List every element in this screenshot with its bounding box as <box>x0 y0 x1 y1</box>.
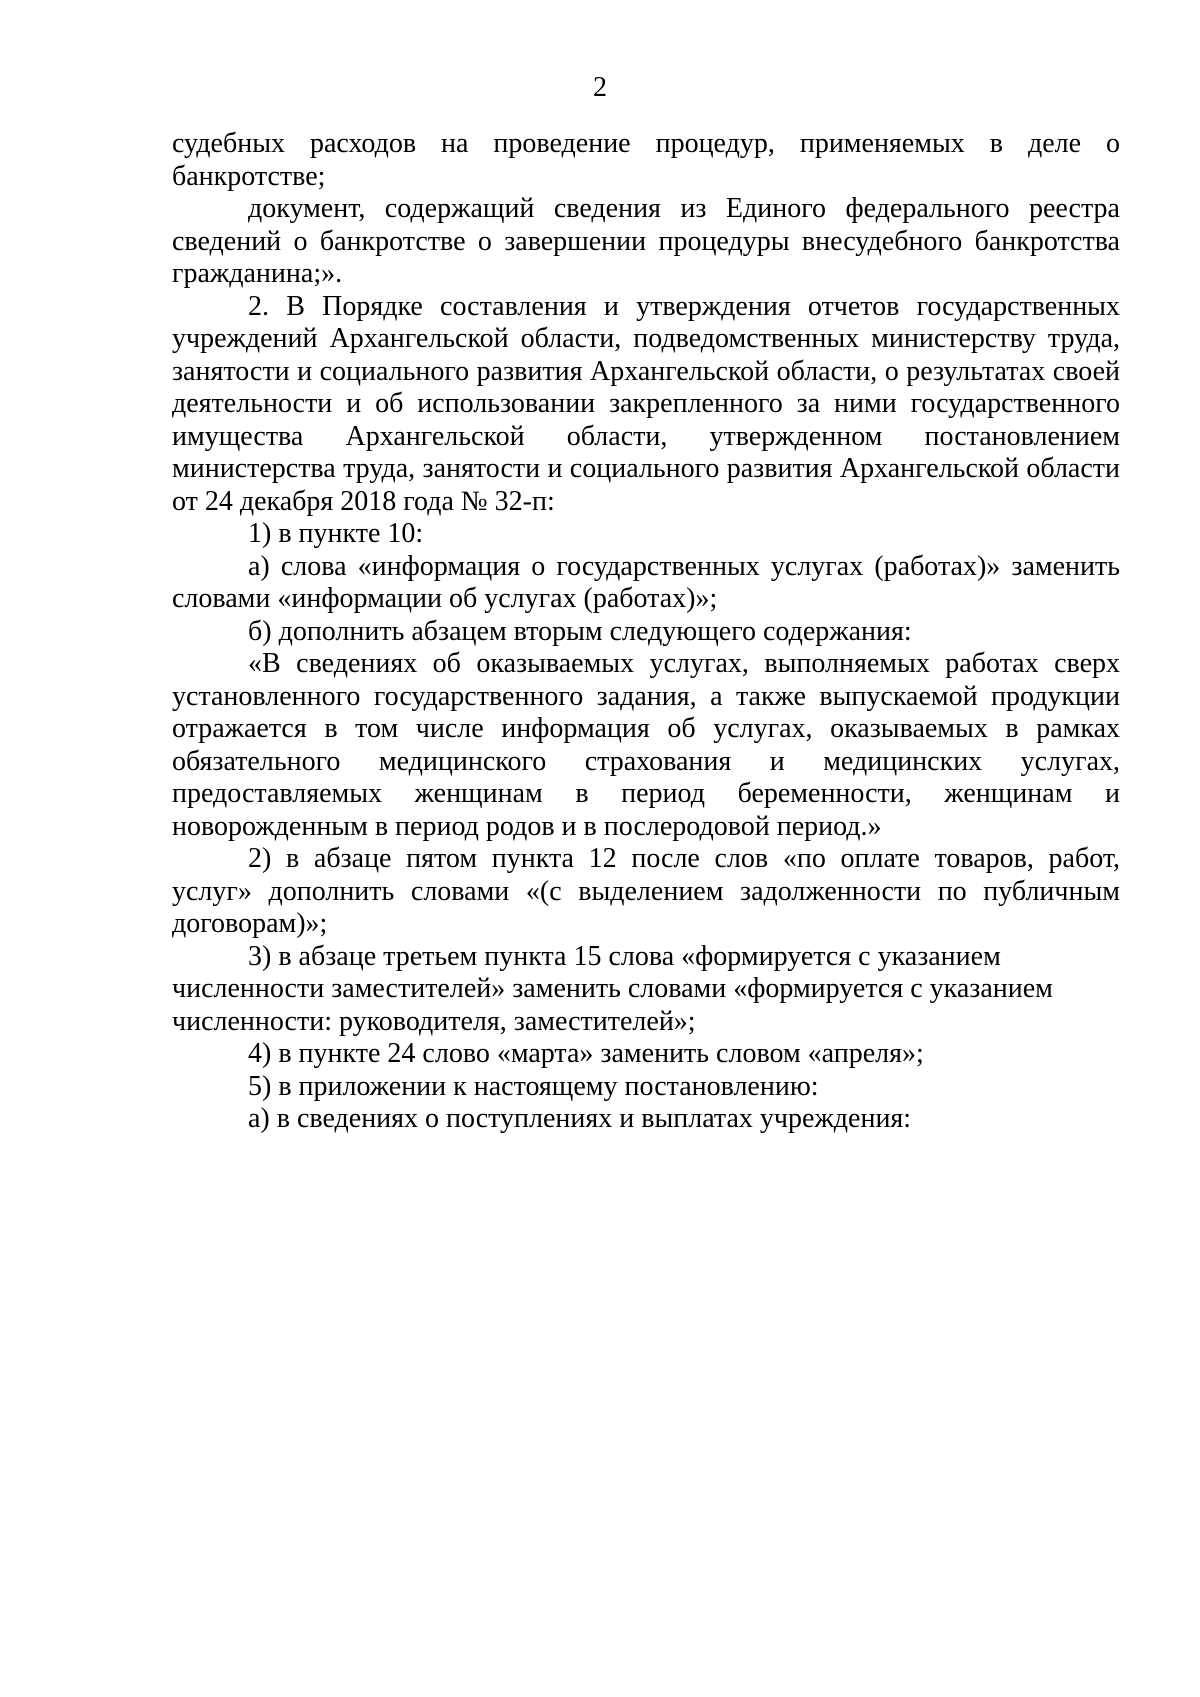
document-body <box>172 128 1120 1136</box>
paragraph: документ, содержащий сведения из Единого федерального реестра сведений о банкротстве о завершении процедуры внесудебного банкротства гражданина;». <box>172 193 1120 289</box>
paragraph-continuation: судебных расходов на проведение процедур, применяемых в деле о банкротстве; <box>172 128 1120 192</box>
paragraph: а) в сведениях о поступлениях и выплатах учреждения: <box>248 1103 912 1134</box>
paragraph: а) слова «информация о государственных услугах (работах)» заменить словами «информации об услугах (работах)»; <box>172 550 1120 614</box>
paragraph-quote: «В сведениях об оказываемых услугах, выполняемых работах сверх установленного государственного задания, а также выпускаемой продукции отражается в том числе информация об услугах, оказываемых в рамках обязательного медицинского страхования и медицинских услугах, предоставляемых женщинам в период беременности, женщинам и новорожденным в период родов и в послеродовой период.» <box>172 648 1120 842</box>
paragraph: б) дополнить абзацем вторым следующего содержания: <box>248 615 912 647</box>
paragraph: 3) в абзаце третьем пункта 15 слова «формируется с указанием численности заместителей» заменить словами «формируется с указанием численности: руководителя, заместителей»; <box>172 940 1053 1037</box>
paragraph: 2) в абзаце пятом пункта 12 после слов «по оплате товаров, работ, услуг» дополнить словами «(с выделением задолженности по публичным договорам)»; <box>172 843 1120 939</box>
paragraph: 1) в пункте 10: <box>248 518 424 549</box>
paragraph-item-2: 2. В Порядке составления и утверждения отчетов государственных учреждений Архангельской области, подведомственных министерству труда, занятости и социального развития Архангельской области, о результатах своей деятельности и об использовании закрепленного за ними государственного имущества Архангельской области, утвержденном постановлением министерства труда, занятости и социального развития Архангельской области от 24 декабря 2018 года № 32-п: <box>172 290 1120 517</box>
page-number: 2 <box>593 72 607 103</box>
paragraph: 5) в приложении к настоящему постановлению: <box>248 1070 819 1102</box>
paragraph: 4) в пункте 24 слово «марта» заменить словом «апреля»; <box>248 1038 924 1069</box>
